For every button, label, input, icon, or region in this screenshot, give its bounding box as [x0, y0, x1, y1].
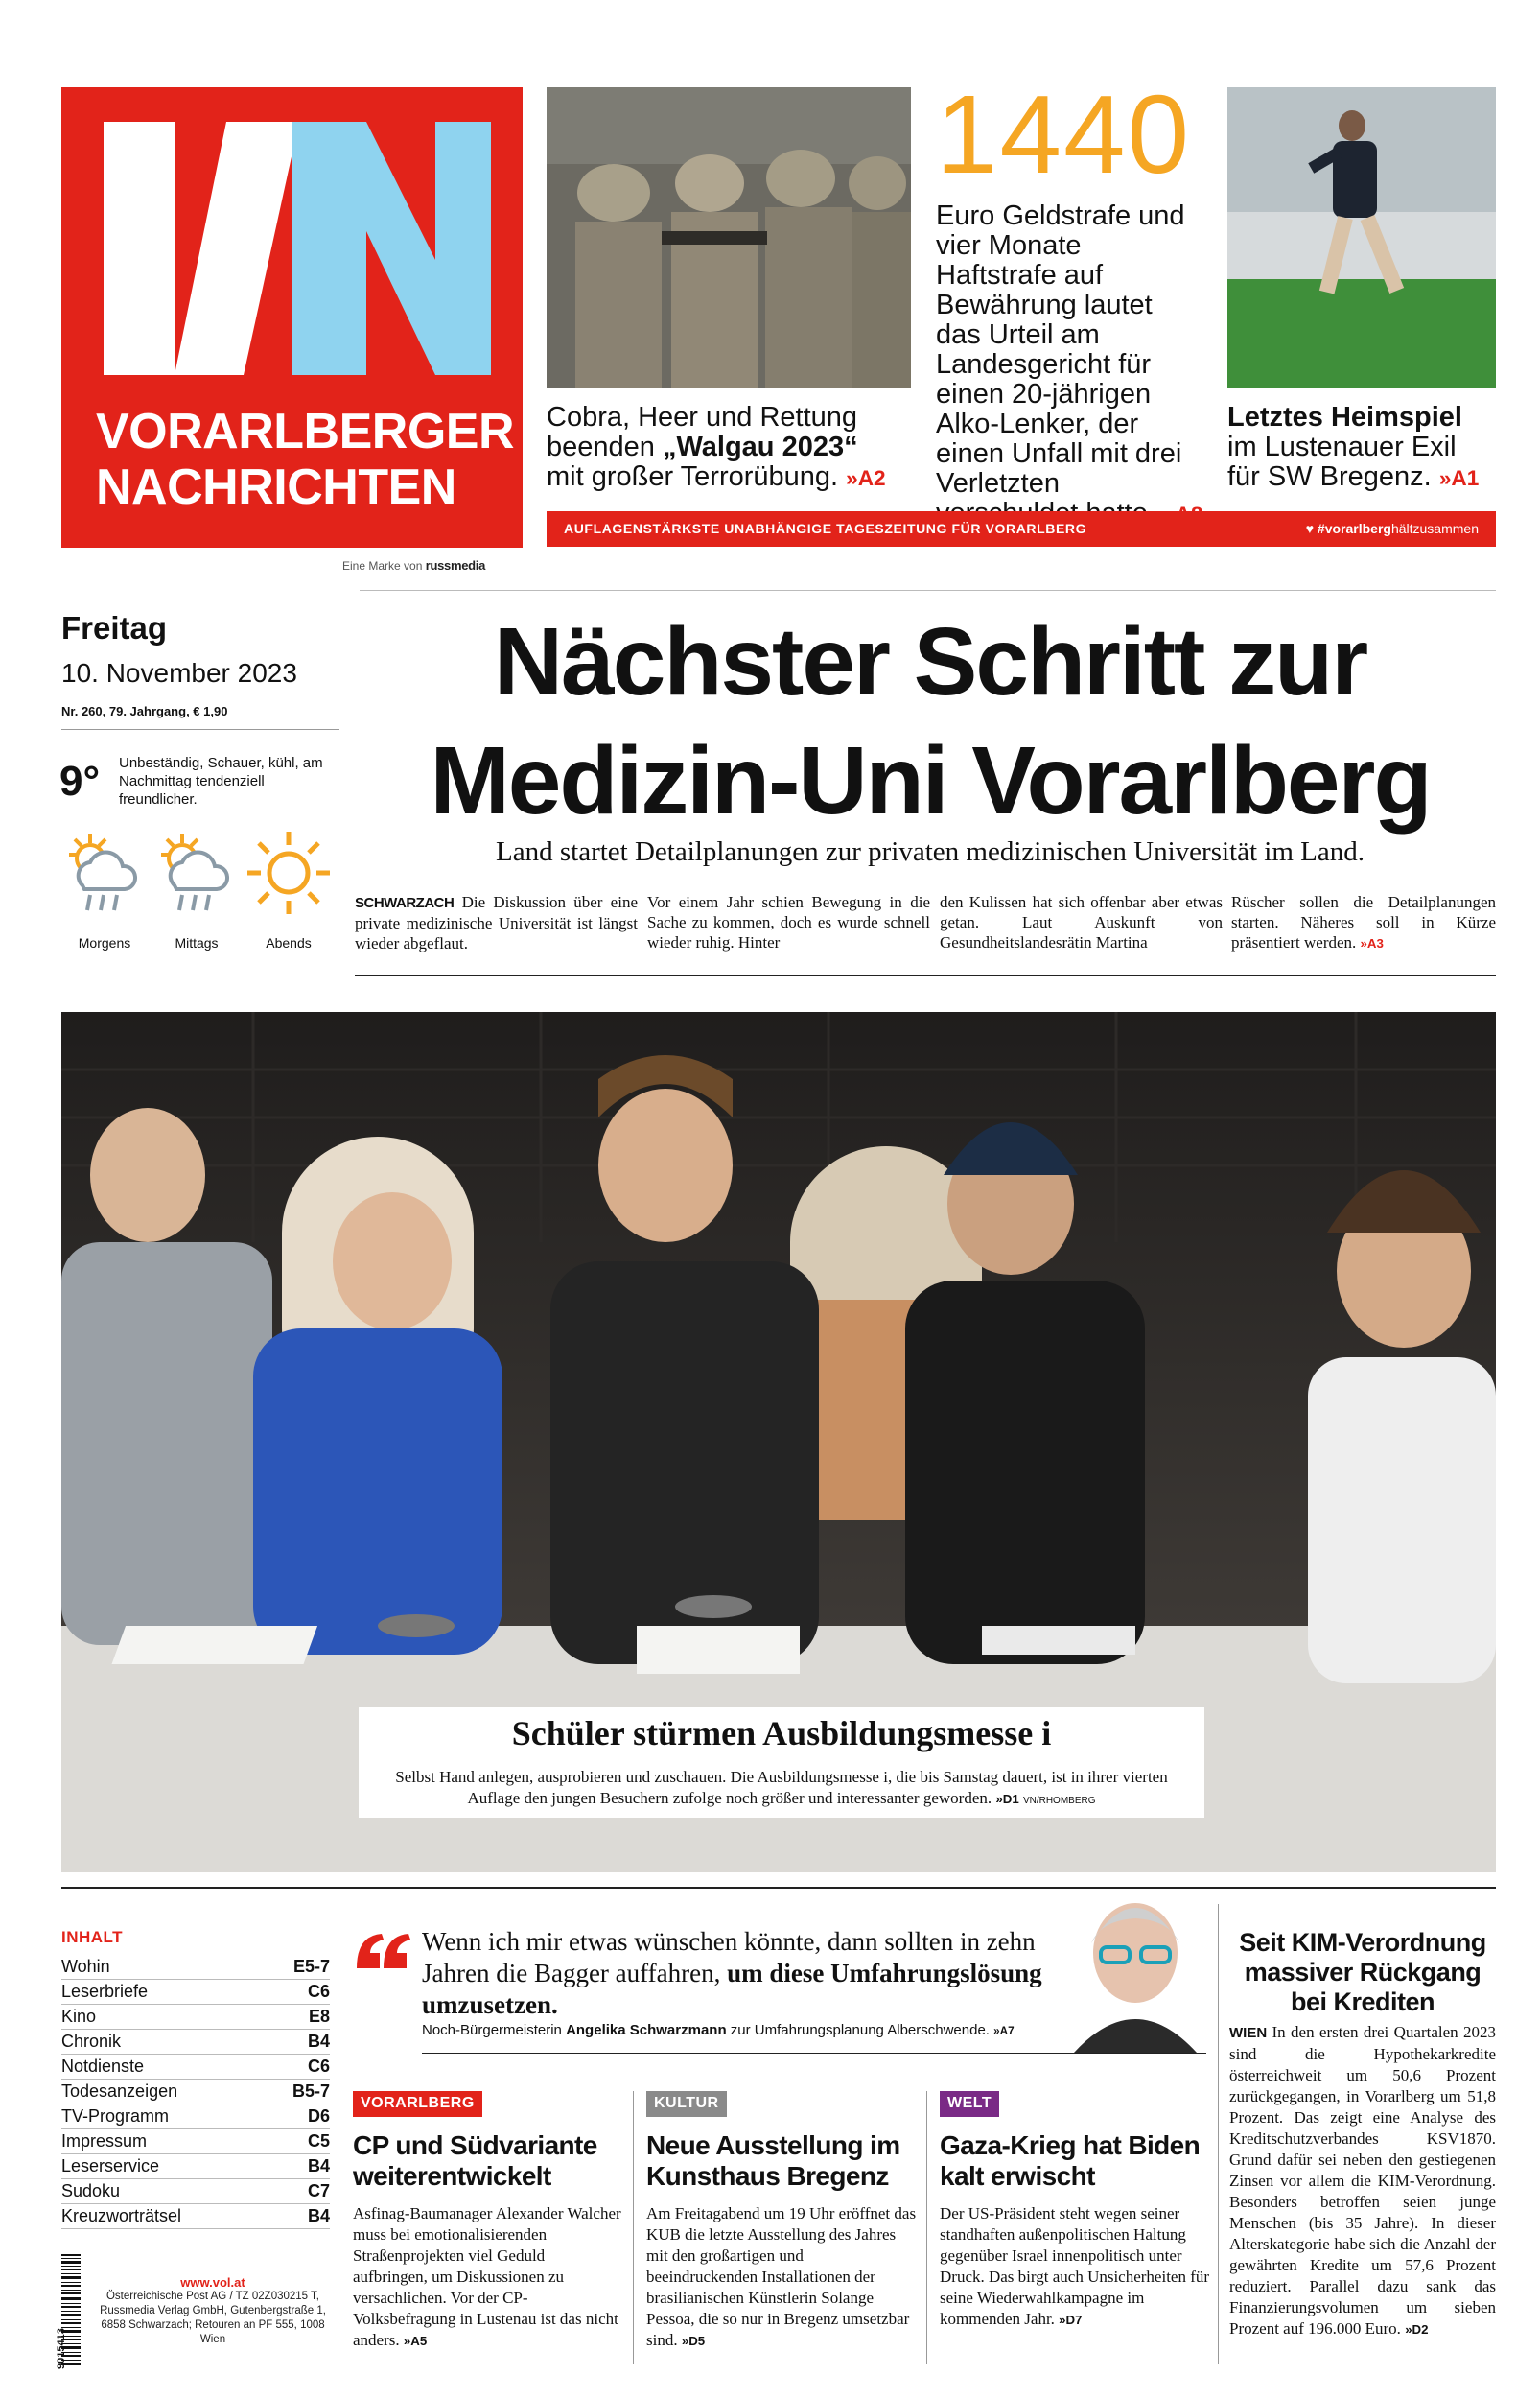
teaser-photo-football[interactable]: [1227, 87, 1496, 388]
sidebar-ref: »D2: [1405, 2322, 1429, 2337]
quote-mark-icon: [353, 1930, 410, 1976]
article-text: Am Freitagabend um 19 Uhr eröffnet das KUB die letzte Ausstellung des Jahres mit den großartigen und beeindruckenden Installationen der brasilianischen Künstlerin Solange Pessoa, die so nur in Bregenz umsetzbar sind.: [646, 2204, 917, 2349]
sun-cloud-rain-icon: [153, 830, 240, 916]
article-text: Der US-Präsident steht wegen seiner standhaften außenpolitischen Haltung gegenüber Israel innenpolitisch unter Druck. Das birgt auch Unsicherheiten für seine Wiederwahlkampagne im kommenden Jahr.: [940, 2204, 1210, 2328]
lead-headline-line2: Medizin-Uni Vorarlberg: [430, 727, 1431, 835]
barcode-number: 9015413: [56, 2328, 67, 2369]
quote-plain: Wenn ich mir etwas wünschen könnte, dann sollten in zehn Jahren die Bagger auffahren,: [422, 1927, 1036, 1987]
inhalt-row[interactable]: [61, 2104, 330, 2129]
weather-slot-noon: Mittags: [175, 935, 219, 951]
hashtag-part-b: hältzusammen: [1390, 521, 1479, 536]
inhalt-page: C6: [307, 2057, 330, 2076]
band-slogan: AUFLAGENSTÄRKSTE UNABHÄNGIGE TAGESZEITUNG FÜR VORARLBERG: [564, 521, 1087, 536]
issue-number: Nr. 260, 79. Jahrgang, € 1,90: [61, 704, 228, 718]
teaser-heimspiel-bold: Letztes Heimspiel: [1227, 402, 1462, 433]
teaser-walgau-bold: „Walgau 2023“: [662, 432, 858, 462]
inhalt-label: TV-Programm: [61, 2106, 170, 2126]
sidebar-body: In den ersten drei Quartalen 2023 sind die Hypothekarkredite österreichweit um 50,6 Prozent zurückgegangen, in Vorarlberg um 51,8 Prozent. Das zeigt eine Analyse des Kreditschutzverbandes KSV1870. Grund dafür sei neben den gestiegenen Zinsen vor allem die KIM-Verordnung. Besonders betroffen seien junge Menschen (bis 35 Jahre). In dieser Alterskategorie habe sich die Anzahl der gewährten Kredite um 57,6 Prozent reduziert. Parallel dazu sank das Finanzierungsvolumen um sieben Prozent auf 196.000 Euro.: [1229, 2023, 1496, 2338]
imprint: [96, 2275, 330, 2347]
quote-src-pre: Noch-Bürgermeisterin: [422, 2022, 567, 2038]
quote-bold: um diese Umfahrungslösung umzusetzen.: [422, 1959, 1042, 2019]
quote-src-name: Angelika Schwarzmann: [566, 2022, 727, 2038]
lead-col-4: [1231, 892, 1496, 953]
teaser-walgau-line1: Cobra, Heer und Rettung: [547, 402, 858, 433]
article-kultur[interactable]: [646, 2091, 917, 2352]
teaser-heimspiel[interactable]: [1227, 403, 1496, 493]
weather-slot-morning: Morgens: [78, 935, 131, 951]
teaser-walgau-pre: beenden: [547, 432, 663, 462]
article-kicker: VORARLBERG: [353, 2091, 482, 2117]
lead-dateline: SCHWARZACH: [355, 895, 455, 911]
teaser-photo-soldiers[interactable]: [547, 87, 911, 388]
inhalt-page: B4: [307, 2156, 330, 2175]
photo-title[interactable]: Schüler stürmen Ausbildungsmesse i: [511, 1714, 1052, 1752]
divider: [61, 729, 339, 730]
sidebar-dateline: WIEN: [1229, 2025, 1268, 2041]
inhalt-page: B5-7: [292, 2081, 330, 2101]
article-body: [940, 2203, 1210, 2331]
inhalt-label: Kino: [61, 2007, 97, 2026]
teaser-heimspiel-text: im Lustenauer Exil für SW Bregenz.: [1227, 432, 1457, 492]
article-ref: »D7: [1059, 2313, 1083, 2327]
teaser-heimspiel-ref: »A1: [1438, 466, 1480, 490]
lead-ref: »A3: [1360, 936, 1384, 951]
quote-src-post: zur Umfahrungsplanung Alberschwende.: [726, 2022, 990, 2038]
inhalt-label: Chronik: [61, 2032, 122, 2051]
article-kicker: KULTUR: [646, 2091, 727, 2117]
lead-headline-line1: Nächster Schritt zur: [493, 608, 1367, 716]
lead-col-1-text: Die Diskussion über eine private medizinische Universität ist längst wieder abgeflaut.: [355, 893, 638, 952]
teaser-walgau-line2: [547, 433, 911, 462]
inhalt-row[interactable]: [61, 2030, 330, 2055]
teaser-walgau-text: mit großer Terrorübung.: [547, 461, 839, 492]
inhalt-label: Sudoku: [61, 2181, 121, 2200]
lead-col-4-text: Rüscher sollen die Detailplanungen starten. Näheres soll in Kürze präsentiert werden.: [1231, 893, 1496, 952]
brand-name: russmedia: [425, 558, 486, 573]
teaser-urteil-text: Euro Geldstrafe und vier Monate Haftstrafe auf Bewährung lautet das Urteil am Landesgericht für einen 20-jährigen Alko-Lenker, der einen Unfall mit drei Verletzten: [936, 200, 1185, 499]
inhalt-row[interactable]: [61, 2129, 330, 2154]
quote-source: [422, 2022, 1074, 2038]
divider: [422, 2053, 1206, 2054]
inhalt-page: D6: [307, 2106, 330, 2126]
band-hashtag[interactable]: [1306, 521, 1479, 536]
inhalt-page: B4: [307, 2032, 330, 2051]
inhalt-label: Leserservice: [61, 2156, 160, 2175]
inhalt-label: Leserbriefe: [61, 1982, 149, 2001]
weather-text: Unbeständig, Schauer, kühl, am Nachmittag tendenziell freundlicher.: [119, 755, 323, 808]
article-headline: Neue Ausstellung im Kunsthaus Bregenz: [646, 2130, 900, 2191]
imprint-text: Österreichische Post AG / TZ 02Z030215 T, Russmedia Verlag GmbH, Gutenbergstraße 1, 6858 Schwarzach; Retouren an PF 555, 1008 Wien: [100, 2291, 326, 2345]
teaser-urteil[interactable]: [936, 201, 1204, 529]
inhalt-page: C5: [307, 2131, 330, 2151]
lead-subhead: Land startet Detailplanungen zur privaten medizinischen Universität im Land.: [496, 836, 1365, 867]
teaser-walgau[interactable]: [547, 403, 911, 493]
portrait-photo: [1064, 1892, 1206, 2053]
inhalt-page: C6: [307, 1982, 330, 2001]
inhalt-row[interactable]: [61, 2080, 330, 2104]
brand-line: [342, 558, 485, 573]
teaser-walgau-line3: [547, 462, 911, 493]
article-kicker: WELT: [940, 2091, 999, 2117]
inhalt-label: Wohin: [61, 1957, 110, 1976]
hashtag-part-a: #vorarlberg: [1317, 521, 1391, 536]
masthead-name: [96, 404, 514, 515]
inhalt-row[interactable]: [61, 1980, 330, 2005]
teaser-walgau-ref: »A2: [846, 466, 886, 490]
issue-date: 10. November 2023: [61, 658, 297, 688]
article-ref: »D5: [681, 2334, 706, 2348]
inhalt-label: Impressum: [61, 2131, 148, 2151]
sidebar-text: [1229, 2022, 1496, 2340]
masthead-name-line2: NACHRICHTEN: [96, 459, 456, 515]
masthead-band: [547, 511, 1496, 547]
inhalt-page: B4: [307, 2206, 330, 2225]
divider: [926, 2091, 927, 2364]
article-headline: CP und Südvariante weiterentwickelt: [353, 2130, 597, 2191]
divider: [360, 590, 1496, 591]
vn-logo: [61, 87, 523, 548]
sun-icon: [245, 830, 332, 916]
weather-slot-evening: Abends: [266, 935, 312, 951]
article-body: [353, 2203, 623, 2352]
inhalt-page: E8: [308, 2007, 330, 2026]
teaser-number: 1440: [936, 72, 1192, 197]
weather-temp: 9°: [59, 758, 101, 805]
divider: [1218, 1904, 1219, 2364]
inhalt-page: C7: [307, 2181, 330, 2200]
inhalt-row[interactable]: [61, 2005, 330, 2030]
article-welt[interactable]: [940, 2091, 1210, 2331]
inhalt-row[interactable]: [61, 2204, 330, 2229]
lead-col-2: Vor einem Jahr schien Bewegung in die Sache zu kommen, doch es wurde schnell wieder ruhig. Hinter: [647, 893, 930, 952]
photo-ref: »D1: [995, 1792, 1019, 1806]
inhalt-row[interactable]: [61, 2179, 330, 2204]
sidebar-headline[interactable]: Seit KIM-Verordnung massiver Rückgang bei Krediten: [1239, 1928, 1486, 2016]
divider: [633, 2091, 634, 2364]
heart-icon: ♥: [1305, 521, 1315, 536]
inhalt-page: E5-7: [292, 1957, 330, 1976]
lead-col-3: den Kulissen hat sich offenbar aber etwas getan. Laut Auskunft von Gesundheitslandesrätin Martina: [940, 893, 1223, 952]
article-ref: »A5: [403, 2334, 428, 2348]
sun-cloud-rain-icon: [61, 830, 148, 916]
article-headline: Gaza-Krieg hat Biden kalt erwischt: [940, 2130, 1201, 2191]
divider: [61, 1887, 1496, 1889]
quote-ref: »A7: [993, 2025, 1015, 2037]
inhalt-row[interactable]: [61, 2154, 330, 2179]
photo-credit: VN/RHOMBERG: [1022, 1796, 1096, 1806]
inhalt-title: INHALT: [61, 1928, 124, 1946]
website-link[interactable]: www.vol.at: [180, 2275, 245, 2290]
inhalt-label: Kreuzworträtsel: [61, 2206, 182, 2225]
inhalt-row[interactable]: [61, 1955, 330, 1980]
lead-headline[interactable]: [364, 602, 1496, 840]
divider: [355, 975, 1496, 976]
inhalt-label: Todesanzeigen: [61, 2081, 178, 2101]
inhalt-label: Notdienste: [61, 2057, 145, 2076]
photo-caption: [378, 1767, 1185, 1812]
brand-prefix: Eine Marke von: [342, 559, 423, 573]
article-vorarlberg[interactable]: [353, 2091, 623, 2352]
photo-caption-text: Selbst Hand anlegen, ausprobieren und zuschauen. Die Ausbildungsmesse i, die bis Samstag dauert, ist in ihrer vierten Auflage den jungen Besuchern zufolge noch größer und interessanter geworden.: [395, 1768, 1168, 1807]
article-body: [646, 2203, 917, 2352]
inhalt-row[interactable]: [61, 2055, 330, 2080]
masthead-name-line1: VORARLBERGER: [96, 404, 515, 459]
article-text: Asfinag-Baumanager Alexander Walcher muss bei emotionalisierenden Straßenprojekten viel Geduld aufbringen, um Diskussionen zu versachlichen. Vor der CP-Volksbefragung in Lustenau ist das nicht anders.: [353, 2204, 621, 2349]
quote-text[interactable]: [422, 1926, 1074, 2021]
weekday: Freitag: [61, 610, 168, 646]
lead-col-1: [355, 892, 638, 953]
